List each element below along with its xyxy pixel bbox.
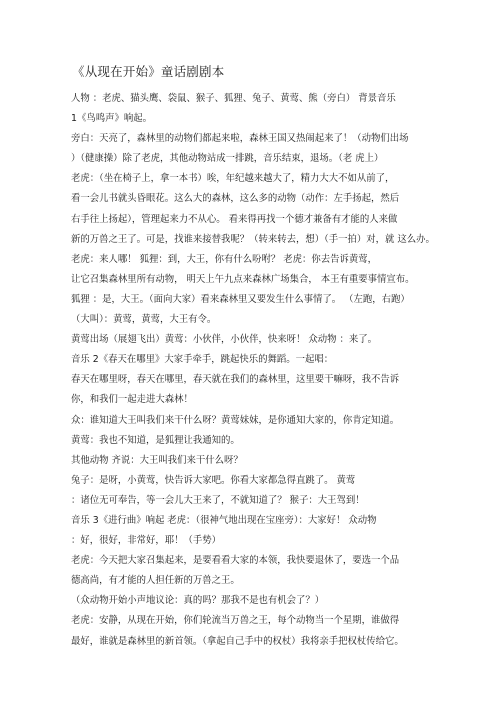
script-line: 黄莺：我也不知道，是狐狸让我通知的。 [71,434,240,446]
script-line: 其他动物 齐说：大王叫我们来干什么呀？ [71,454,243,466]
script-line: 老虎：今天把大家召集起来，是要看看大家的本领，我快要退休了，要选一个品 [71,555,400,567]
script-body [71,89,491,652]
script-line: ）（健康操）除了老虎，其他动物站成一排跳，音乐结束，退场。（老 虎上） [71,153,384,165]
script-line: 老虎：（坐在椅子上，拿一本书）唉，年纪越来越大了，精力大大不如从前了， [71,173,395,185]
document-title: 《从现在开始》童话剧剧本 [72,64,225,79]
script-line: 右手往上扬起），管理起来力不从心。 看来得再找一个德才兼备有才能的人来做 [71,213,398,225]
script-line: 新的万兽之王了。可是，找谁来接替我呢？（转来转去，想）（手一拍）对，就 这么办。 [71,233,435,245]
script-line: 狐狸 ：是，大王。（面向大家）看来森林里又要发生什么事情了。 （左跑，右跑） [71,293,410,305]
script-line: 老虎：来人哪！ 狐狸：到，大王，你有什么吩咐？ 老虎：你去告诉黄莺， [71,253,377,265]
script-line: 人物 ：老虎、猫头鹰、袋鼠、猴子、狐狸、兔子、黄莺、熊（旁白） 背景音乐 [71,93,396,104]
script-line: 1《鸟鸣声》响起。 [71,113,152,125]
script-line: 德高尚，有才能的人担任新的万兽之王。 [71,575,240,587]
script-line: 春天在哪里呀，春天在哪里，春天就在我们的森林里，这里要干嘛呀，我不告诉 [71,374,400,386]
script-line: 音乐 2《春天在哪里》大家手牵手，跳起快乐的舞蹈。一起唱： [71,354,334,366]
script-line: 兔子：是呀，小黄莺，快告诉大家吧。你看大家都急得直跳了。 黄莺 [71,474,356,486]
script-line: 最好，谁就是森林里的新首领。（拿起自己手中的权杖）我将亲手把权杖传给它。 [71,635,404,647]
script-line: 音乐 3《进行曲》响起 老虎：（很神气地出现在宝座旁）：大家好！ 众动物 [71,514,377,526]
script-line: （众动物开始小声地议论：真的吗？那我不是也有机会了？） [71,595,325,607]
script-line: 旁白：天亮了，森林里的动物们都起来啦，森林王国又热闹起来了！（动物们出场 [71,133,409,145]
script-line: 众：谁知道大王叫我们来干什么呀？黄莺妹妹，是你通知大家的，你肯定知道。 [71,414,400,426]
script-line: （大叫）：黄莺，黄莺，大王有令。 [71,314,217,326]
script-line: 黄莺出场（展翅飞出）黄莺：小伙伴，小伙伴，快来呀！ 众动物 ：来了。 [71,334,377,346]
script-line: ：诸位无可奉告，等一会儿大王来了，不就知道了？ 猴子：大王驾到！ [71,494,365,506]
script-line: ：好，很好，非常好，耶！（手势） [71,535,222,547]
script-line: 看一会儿书就头昏眼花。这么大的森林，这么多的动物（动作：左手扬起，然后 [71,193,400,205]
script-line: 你，和我们一起走进大森林！ [71,394,193,406]
script-line: 老虎：安静，从现在开始，你们轮流当万兽之王，每个动物当一个星期，谁做得 [71,615,400,627]
script-line: 让它召集森林里所有动物， 明天上午九点来森林广场集合， 本王有重要事情宣布。 [71,273,415,285]
